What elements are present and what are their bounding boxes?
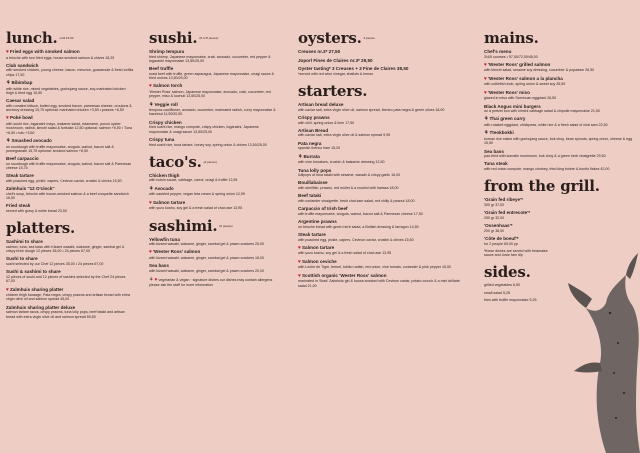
menu-item [484,90,634,101]
menu-item [298,58,466,64]
menu-item-name: Sea bass [484,148,504,154]
menu-item [149,263,277,273]
vegetarian-icon: ⚘ [484,116,489,123]
menu-item-description: with kizami wasabi, wakame, ginger, sambal gel & prawn crackers 18,00 [149,255,265,260]
menu-item-description: with poached egg, pickle, capers, Cevinon caviar, crostini & chives 15,50 [6,178,122,183]
starters-heading: starters. [298,82,368,101]
heart-icon: ♥ [298,244,301,251]
platters-section [6,220,134,319]
grill-items [484,197,634,246]
menu-item-name: Sea bass [149,263,169,269]
menu-item [298,66,466,76]
menu-item [298,259,466,270]
menu-item-name: Yellowfin tuna [149,236,180,242]
menu-item-name: Zalmhuis sharing platter deluxe [6,304,76,310]
menu-item [149,237,277,247]
tacos-heading: taco's. $^{(2 pieces)}$ [149,152,217,171]
menu-item-description: spanish Iberico ham 15,20 [298,146,341,151]
menu-item [298,49,466,55]
grill-heading: from the grill. [484,177,600,196]
oysters-section [298,30,466,76]
allergen-legend: ⚘♥vegetarian & vegan · signature dishes our dishes may contain allergens please ask the staff for more information [149,277,273,287]
vegetarian-icon: ⚘ [6,137,11,144]
starters-section [298,83,466,288]
lunch-heading: lunch. $^{until 16:00}$ [6,29,74,47]
menu-item-name: Beef carpaccio [6,156,39,162]
menu-item-description: with vine tomatoes, crushin & balsamic dressing 12,50 [298,160,385,165]
sushi-items [149,49,277,147]
menu-item [484,223,634,233]
menu-item [6,98,134,112]
menu-item-name: ⚘Avocado [149,185,174,192]
menu-item-name: Tuna steak [484,161,508,167]
menu-item-name: ⚘Smashed avocado [6,137,52,144]
menu-item-name: Zalmhuis "12 O'clock" [6,186,55,192]
heart-icon: ♥ [484,89,487,96]
menu-item-description: with cuttlefish inob, spring onion & sweet soy 26,50 [484,82,566,87]
menu-item-name: Beef tataki [298,193,322,199]
menu-item-name: Shrimp tempura [149,49,185,54]
menu-item-name: Caesar salad [6,98,35,104]
menu-item [149,249,277,260]
heart-icon: ♥ [6,49,9,55]
menu-item-description: with hoisin sauce, cabbage, carrot, unagi & truffle 12,95 [149,178,238,183]
menu-item [298,193,466,203]
menu-item-description: fried sushi rice, mango compote, crispy chicken, togarashi, Japanese mayonnaise & unagi sauce 13,50/25,00 [149,125,259,134]
menu-item-name: ♥Salmon ceviche [298,258,337,265]
menu-item-name: Club sandwich [6,62,39,68]
menu-item-description: a brioche with two fried eggs, house-smoked salmon & chives 18,25 [6,55,115,60]
heart-icon: ♥ [149,199,152,206]
menu-item-name: Tuna lolly pops [298,167,332,173]
menu-item-description: for 2 people 69,00 pp [484,241,518,246]
menu-item [6,138,134,153]
grill-note: *these dishes are served with bearnaise sauce and Josie fam dip [484,248,548,258]
menu-item-description: with white rice, mixed vegetables, gochujang sauce, soy-marinated chicken thigh & fried egg 15,50 [6,86,126,95]
menu-item-name: ♥Salmon tartare [298,244,335,251]
menu-item [298,245,466,256]
oysters-items [298,49,466,76]
menu-item [298,102,466,112]
menu-item-name: Sushi to share [6,256,38,262]
menu-item-name: ⚘Veggie roll [149,101,178,108]
menu-item-description: salmon tartare tacos, crispy prawns, tuna lolly pops, beef tataki and artisan bread with extra virgin olive oil and salmon spread 59,50 [6,310,125,319]
menu-item-description: pan-fried with kumaile mushroom, bok choy & a green herb vinaigrette 29,50 [484,154,606,159]
menu-item [484,116,634,127]
vegetarian-icon: ⚘ [149,277,154,284]
menu-item-name: ♥'Wester Ross' salmon a la plancha [484,75,563,82]
menu-item-name: ♥'Wester Ross' salmon [149,249,201,256]
menu-item-name: Chef's menu [484,49,512,54]
menu-item-name: ♥'Wester Ross' grilled salmon [484,61,551,68]
menu-item-name: ⚘Thai green curry [484,116,526,123]
menu-item [6,115,134,134]
menu-item-description: 3/4/5 courses • 57,50/72,50/45,00 [484,54,538,59]
lunch-section [6,30,134,213]
heart-icon: ♥ [484,75,487,82]
menu-item [484,62,634,73]
heart-icon: ♥ [6,115,9,122]
tacos-items [149,173,277,211]
menu-item-description: with chili, spring onion & lime 17,50 [298,120,355,125]
menu-item-description: with red onion compote, mango chutney, fried king bolete & bonito flakes 42,00 [484,167,610,172]
menu-item-description: lollipops of tuna tataki with sesame, wasabi & crispy garlic 16,00 [298,173,401,178]
menu-item [298,206,466,216]
menu-item-name: 'Côte de boeuf'* [484,235,519,241]
menu-item-name: Pata negra [298,140,322,146]
menu-item [298,180,466,190]
menu-item-name: Artisan bread deluxe [298,102,344,108]
mains-heading: mains. [484,29,539,47]
heart-icon: ♥ [298,272,301,279]
menu-item-name: ⚘Bibimbap [6,80,33,87]
menu-item [149,186,277,197]
heart-icon: ♥ [149,249,152,256]
menu-item [6,186,134,200]
menu-item-description: served with gravy & white bread 23,50 [6,208,67,213]
menu-item-name: Sushi & sashimi to share [6,269,61,275]
menu-item [484,104,634,114]
menu-item-description: with kizami wasabi, wakame, ginger, sambal gel & prawn crackers 25,00 [149,242,265,247]
column-1 [6,30,134,326]
menu-item-name: Carpaccio of Irish beef [298,206,348,212]
column-3 [298,30,466,295]
menu-item [6,239,134,253]
menu-item [298,128,466,138]
sides-heading: sides. [484,263,531,282]
menu-item [6,49,134,60]
mains-section [484,30,634,171]
menu-item-name: 'Grain fed ribeye'* [484,197,523,203]
vegetarian-icon: ⚘ [484,130,489,137]
menu-item [6,63,134,77]
menu-item [484,149,634,159]
menu-item-description: fries with truffle mayonnaise 5,25 [484,298,537,303]
menu-item [484,49,634,59]
menu-item [6,156,134,170]
menu-item-description: salmon, tuna, sea bass with Kizami wasabi, wakame, ginger, sambal gel & crispy brick dough 12 pieces 35,00 • 24 pieces 67,00 [6,244,125,254]
menu-item-description: with yuzu kosho, soy gel & a fresh salad of chai uwe 13,95 [298,251,392,256]
menu-item-description: on brioche bread with green herb salad, a Bottish dressing & tarragon 14,50 [298,224,419,229]
menu-item-description: fried shrimp, Japanese mayonnaise, crab, avocado, cucumber, red pepper & togarashi mayonnaise 13,50/25,00 [149,54,271,63]
heart-icon: ♥ [484,61,487,68]
menu-item-description: 'Wester Ross' salmon, Japanese mayonnaise, avocado, crab, cucumber, red pepper, miso & kochuli 13,50/25,00 [149,89,271,99]
menu-item-name: Crispy chicken [149,119,182,125]
menu-item-description: chef's soup, brioche with house-smoked salmon & a beef croquette sandwich 16,50 [6,191,129,201]
menu-item-description: with sautéed pepper, vegan feta cream & spring onion 12,95 [149,192,245,197]
menu-item-name: 'Grain fed entrecote'* [484,210,531,216]
platters-heading: platters. [6,219,76,238]
menu-item-name: Creuses nr.3* 27,50 [298,49,341,54]
menu-item [298,168,466,178]
menu-item-name: ♥Salmon tartare [149,199,186,206]
menu-item-description: korean rice cakes with gochujang sauce, bok choy, bean sprouts, spring onion, cheese & egg 15,50 [484,136,633,146]
menu-item-description: with roasted eggplant, chickpeas, white rice & a fresh salad of chai sam 22,50 [484,123,608,128]
vegetarian-icon: ⚘ [6,80,11,87]
menu-item [149,200,277,211]
sashimi-items [149,237,277,274]
menu-item-description: 300 gr 37,00 [484,202,505,207]
menu-item-description: with caviar salt, extra virgin olive oil, salmon spread, Iberico pata negra & green olives 18,00 [298,107,445,112]
menu-item-description: with yuzu kosho, soy gel & a fresh salad of chai uwe 13,95 [149,206,243,211]
menu-item-description: with sushi rice, togarashi mayo, wakame salad, edamame, ponzu oyster mushroom, radish, kimchi salad & furikake 12,50 optional: salmon +6,50 • Tuna +6,50 • tofu +3,50 [6,122,133,135]
menu-item [298,154,466,165]
menu-item-name: ♥Scottish organic 'Wester Ross' salmon [298,272,387,279]
menu-item-name: ⚘Tteokbokki [484,130,514,137]
menu-item-name: ♥'Wester Ross' miso [484,89,530,96]
menu-item [149,102,277,117]
menu-item [6,203,134,213]
salmon-illustration-icon [566,253,640,453]
menu-item-name: Black Angus mini burgers [484,103,541,109]
menu-item [484,236,634,246]
menu-item-description: 250 gr 32,00 [484,215,505,220]
sashimi-heading: sashimi. $^{(6 pieces)}$ [149,216,233,235]
menu-item-name: Oyster tasting* 3 Creuses + 3 Fine de Claires 38,50 [298,66,409,72]
menu-item-description: small salad 5,25 [484,290,510,295]
menu-item-name: ♥Poké bowl [6,115,33,122]
menu-item-description: 200 gr 38,00 [484,228,505,233]
menu-item [6,80,134,95]
menu-item-name: ⚘Burrata [298,153,320,160]
menu-item-description: with Leche de Tigre, fennel, tobiko radish, red onion, vine tomato, coriander & pink pepper 15,50 [298,265,452,270]
vegetarian-icon: ⚘ [298,153,303,160]
starters-items [298,102,466,288]
menu-item [484,161,634,171]
menu-item [6,287,134,302]
vegetarian-icon: ⚘ [149,101,154,108]
menu-item-name: Bouillabaisse [298,180,328,186]
lunch-items [6,49,134,213]
menu-item-name: Steak tartare [6,173,34,179]
grill-section [484,178,634,257]
menu-item-name: Sashimi to share [6,239,43,245]
menu-item-description: glazed in miso with Szechuan eggplant 26,50 [484,96,557,101]
tacos-section [149,154,277,211]
menu-item [298,232,466,242]
menu-item-name: Crispy tuna [149,136,175,142]
menu-item [6,173,134,183]
menu-item [149,137,277,147]
menu-item-description: with kizami wasabi, wakame, ginger, sambal gel & prawn crackers 20,00 [149,268,265,273]
sashimi-section [149,218,277,288]
menu-item-description: with shellfish, prawns, red mullet & a crostini with harissa 18,00 [298,186,399,191]
menu-item-name: Argentine prawns [298,219,337,225]
menu-item-name: Steak tartare [298,231,326,237]
menu-item-description: tempura cauliflower, avocado, cucumber, marinated radish, curry mayonnaise & hazelnut 11,50/20,50 [149,108,276,117]
menu-item [149,66,277,80]
menu-item [6,256,134,266]
menu-item-description: *served with red wine vinegar, shallots & lemon [298,71,374,76]
menu-item [484,210,634,220]
heart-icon: ♥ [154,277,158,284]
menu-item [149,49,277,63]
vegetarian-icon: ⚘ [149,185,154,192]
menu-item-description: 12 pieces of sushi and 12 pieces of sashimi selected by the Chef 24 pieces 67,00 [6,274,126,284]
menu-item-description: with caviar salt, extra virgin olive oil & salmon spread 9,95 [298,133,391,138]
platters-items [6,239,134,319]
menu-item-name: ♥Salmon torch [149,83,183,90]
menu-item [149,120,277,134]
menu-item-description: on sourdough with truffle mayonnaise, arugula, walnut, bacon salt & Parmesan cheese 15,75 [6,161,132,171]
menu-item [484,130,634,145]
menu-item-name: ♥Zalmhuis sharing platter [6,286,64,293]
menu-item [298,219,466,229]
mains-items [484,49,634,171]
heart-icon: ♥ [298,258,301,265]
menu-item [6,305,134,319]
column-2 [149,30,277,294]
menu-item [6,269,134,283]
menu-item-description: with truffle mayonnaise, arugula, walnut, bacon salt & Parmesan cheese 17,50 [298,211,423,216]
heart-icon: ♥ [149,83,152,90]
menu-item-name: Beef truffle [149,66,174,72]
menu-item-description: roast beef with truffle, green asparagus, Japanese mayonnaise, unagi sauce & fried onions 13,50/25,00 [149,71,274,81]
menu-item-description: on a pretzel bun with kimchi cabbage salad & chipotle mayonnaise 21,50 [484,109,600,114]
menu-item [298,273,466,288]
menu-item-description: with poached egg, pickle, capers, Cevinon caviar, crostini & chives 15,50 [298,237,414,242]
menu-item [298,141,466,151]
menu-item-description: on sourdough with truffle mayonnaise, arugula, walnut, bacon salt & pomegranate 15,75 optional: smoked salmon +6,50 [6,144,114,153]
menu-item [484,76,634,87]
menu-item [149,83,277,98]
menu-item-description: with smoked chicken, young cheese, bacon, mesclun, guacamole & fresh tortilla chips 17,50 [6,68,134,77]
menu-item-name: Chicken thigh [149,172,180,178]
menu-item-name: Joporl Fines de Claires nr.3* 29,50 [298,57,373,63]
menu-item-name: ♥Fried eggs with smoked salmon [6,49,80,55]
heart-icon: ♥ [6,286,9,293]
menu-item-description: with romaine lettuce, boiled egg, smoked bacon, parmesan cheese, croutons & anchovy dressing 15,75 optional: marinated chicken +3,50 • prawns +6,50 [6,103,132,113]
menu-item [484,197,634,207]
menu-item-name: 'Ossenhaas'* [484,223,513,229]
menu-item [149,173,277,183]
menu-item-name: Crispy prawns [298,114,330,120]
sushi-section [149,30,277,147]
menu-item-name: Fried steak [6,203,31,209]
oysters-heading: oysters. $^{6 pieces}$ [298,29,375,47]
menu-item-description: chicken thigh karaage, Pata negra, crispy prawns and artisan bread with extra virgin olive oil and salmon spread 45,00 [6,293,130,302]
sushi-heading: sushi. $^{(8 of 8 pieces)}$ [149,29,219,47]
menu-item-name: Artisan Bread [298,127,329,133]
menu-item-description: fried sushi rice, tuna tartare, honey soy, spring onion & chives 13,50/25,00 [149,142,267,147]
menu-item-description: sushi selected by our Chef 12 pieces 35,00 • 24 pieces 67,00 [6,262,104,267]
menu-item-description: marinated in 'Bosk' Zalmhuis gin & house-smoked with Cevinon caviar, potato crunch & a mini drillade salad 21,00 [298,279,460,288]
menu-item-description: with kimchi salad, sesame soy dressing, cucumber & popadam 26,50 [484,68,595,73]
menu-item-description: grilled vegetables 6,50 [484,283,520,288]
menu-item-description: with coriander vinaigrette, fresh chai sam salad, red chilly & peanut 18,00 [298,198,415,203]
menu-item [298,115,466,125]
